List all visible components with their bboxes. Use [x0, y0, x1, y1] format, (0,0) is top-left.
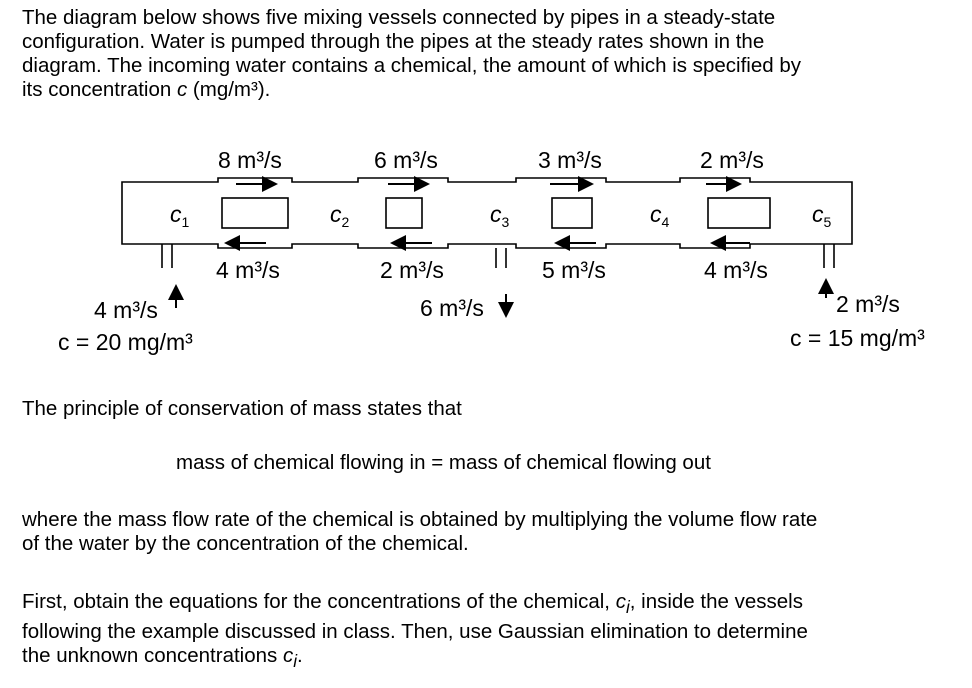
pipe-box-1-2 — [222, 198, 288, 228]
task-line-2: following the example discussed in class. Then, use Gaussian elimination to determine — [22, 620, 808, 644]
top-flow-3: 3 m³/s — [538, 147, 602, 173]
top-flow-1: 8 m³/s — [218, 147, 282, 173]
top-flow-4: 2 m³/s — [700, 147, 764, 173]
intro-line-3: diagram. The incoming water contains a chemical, the amount of which is specified by — [22, 54, 802, 77]
pipe-box-3-4 — [552, 198, 592, 228]
vessel-label-5: $c_5$ — [812, 201, 832, 230]
inlet-concentration: c = 20 mg/m³ — [58, 329, 193, 355]
pipe-box-2-3 — [386, 198, 422, 228]
bottom-flow-2: 2 m³/s — [380, 257, 444, 283]
intro-line-2: configuration. Water is pumped through the pipes at the steady rates shown in the — [22, 30, 765, 53]
vessel-label-3: $c_3$ — [490, 201, 510, 230]
vessel-label-4: $c_4$ — [650, 201, 670, 230]
intro-paragraph — [22, 6, 957, 102]
where-line-1: where the mass flow rate of the chemical is obtained by multiplying the volume flow rate — [22, 508, 818, 531]
task-line-3-suffix: . — [297, 644, 303, 668]
bottom-flow-1: 4 m³/s — [216, 257, 280, 283]
pipe-box-4-5 — [708, 198, 770, 228]
task-line-3-prefix: the unknown concentrations — [22, 644, 283, 668]
principle-intro: The principle of conservation of mass states that — [22, 397, 462, 420]
concentration-variable: c — [176, 78, 188, 101]
inlet-flow: 4 m³/s — [94, 297, 158, 323]
inlet5-flow: 2 m³/s — [836, 291, 900, 317]
top-flow-2: 6 m³/s — [374, 147, 438, 173]
bottom-flow-3: 5 m³/s — [542, 257, 606, 283]
intro-line-1: The diagram below shows five mixing vessels connected by pipes in a steady-state — [22, 6, 776, 29]
mixing-vessels-diagram — [0, 130, 972, 380]
task-paragraph — [22, 590, 957, 674]
bottom-flow-4: 4 m³/s — [704, 257, 768, 283]
task-sub-2: i — [293, 652, 298, 672]
task-var-2: c — [282, 644, 294, 668]
where-paragraph — [22, 508, 957, 556]
vessel-label-1: $c_1$ — [170, 201, 190, 230]
vessel-label-2: $c_2$ — [330, 201, 350, 230]
task-var-1: c — [615, 590, 626, 613]
intro-line-4-suffix: (mg/m³). — [187, 78, 271, 101]
vessel-outline — [122, 178, 852, 248]
intro-line-4-prefix: its concentration — [22, 78, 177, 101]
outlet-flow: 6 m³/s — [420, 295, 484, 321]
task-sub-1: i — [625, 598, 630, 618]
inlet5-concentration: c = 15 mg/m³ — [790, 325, 925, 351]
conservation-equation: mass of chemical flowing in = mass of chemical flowing out — [176, 451, 711, 474]
task-line-1-suffix: , inside the vessels — [629, 590, 803, 613]
task-line-1-prefix: First, obtain the equations for the concentrations of the chemical, — [22, 590, 616, 613]
where-line-2: of the water by the concentration of the chemical. — [22, 532, 469, 555]
